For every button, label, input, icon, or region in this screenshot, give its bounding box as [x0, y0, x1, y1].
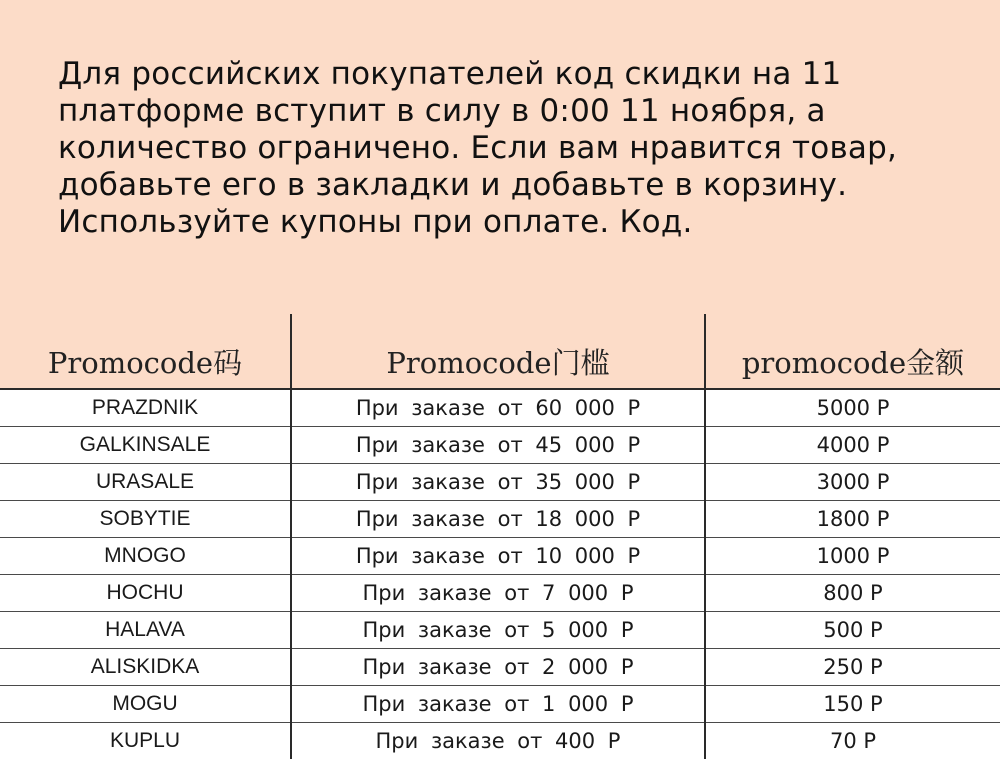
table-row — [0, 538, 1000, 575]
amount-cell: 500 Р — [705, 612, 1000, 649]
notice-line: добавьте его в закладки и добавьте в корзину. — [58, 167, 848, 203]
promo-code-cell: PRAZDNIK — [0, 389, 291, 427]
amount-cell: 250 Р — [705, 649, 1000, 686]
promocode-table-header — [0, 314, 1000, 389]
amount-cell: 70 Р — [705, 723, 1000, 760]
table-row — [0, 612, 1000, 649]
notice-text — [58, 56, 978, 241]
threshold-cell: При заказе от 1 000 Р — [291, 686, 705, 723]
table-row — [0, 464, 1000, 501]
header-promocode: Promocode码 — [0, 314, 291, 389]
table-row — [0, 723, 1000, 760]
notice-line: количество ограничено. Если вам нравится товар, — [58, 130, 898, 166]
amount-cell: 800 Р — [705, 575, 1000, 612]
table-row — [0, 501, 1000, 538]
amount-cell: 1000 Р — [705, 538, 1000, 575]
promo-code-cell: GALKINSALE — [0, 427, 291, 464]
threshold-cell: При заказе от 5 000 Р — [291, 612, 705, 649]
table-row — [0, 427, 1000, 464]
notice-line: Используйте купоны при оплате. Код. — [58, 204, 693, 240]
promo-code-cell: MOGU — [0, 686, 291, 723]
amount-cell: 4000 Р — [705, 427, 1000, 464]
promocode-table-body — [0, 389, 1000, 759]
amount-cell: 5000 Р — [705, 389, 1000, 427]
amount-cell: 150 Р — [705, 686, 1000, 723]
promo-code-cell: KUPLU — [109, 729, 181, 752]
threshold-cell: При заказе от 7 000 Р — [291, 575, 705, 612]
promo-code-cell: ALISKIDKA — [0, 649, 291, 686]
threshold-cell: При заказе от 60 000 Р — [291, 389, 705, 427]
promo-code-cell: HALAVA — [0, 612, 291, 649]
threshold-cell: При заказе от 35 000 Р — [291, 464, 705, 501]
amount-cell: 1800 Р — [705, 501, 1000, 538]
amount-cell: 3000 Р — [705, 464, 1000, 501]
promo-code-cell: SOBYTIE — [0, 501, 291, 538]
promo-code-cell: MNOGO — [0, 538, 291, 575]
header-row — [0, 314, 1000, 389]
threshold-cell: При заказе от 400 Р — [291, 723, 705, 760]
threshold-cell: При заказе от 10 000 Р — [291, 538, 705, 575]
promocode-table — [0, 314, 1000, 759]
threshold-cell: При заказе от 2 000 Р — [291, 649, 705, 686]
table-row — [0, 575, 1000, 612]
header-amount: promocode金额 — [705, 314, 1000, 389]
table-row — [0, 686, 1000, 723]
promo-code-cell: URASALE — [0, 464, 291, 501]
notice-line: платформе вступит в силу в 0:00 11 ноября, а — [58, 93, 826, 129]
threshold-cell: При заказе от 18 000 Р — [291, 501, 705, 538]
notice-banner — [0, 0, 1000, 314]
threshold-cell: При заказе от 45 000 Р — [291, 427, 705, 464]
table-row — [0, 649, 1000, 686]
table-row — [0, 389, 1000, 427]
header-threshold: Promocode门槛 — [291, 314, 705, 389]
promo-code-cell: HOCHU — [0, 575, 291, 612]
notice-line: Для российских покупателей код скидки на 11 — [58, 56, 842, 92]
